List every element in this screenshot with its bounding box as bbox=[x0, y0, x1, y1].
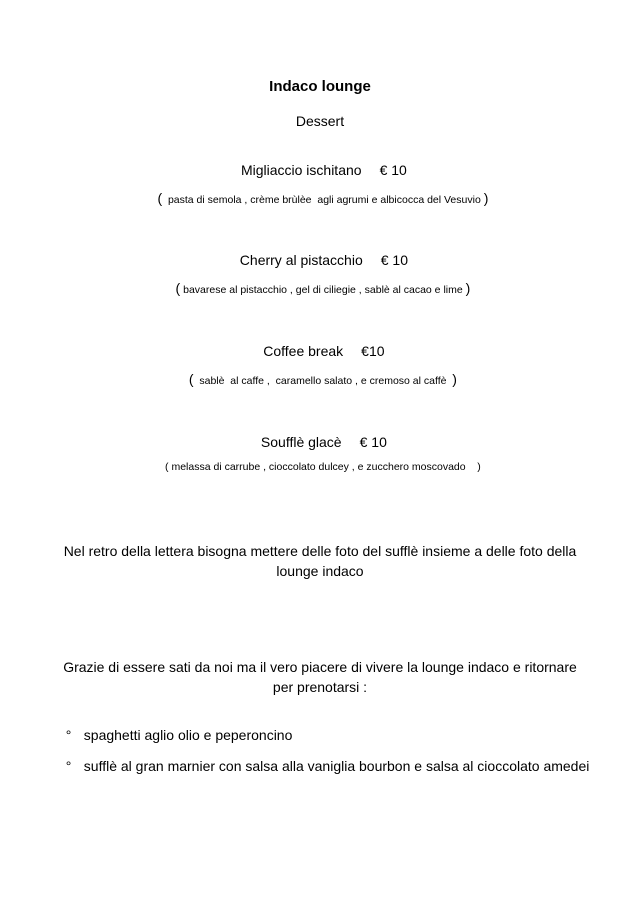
list-item-text: sufflè al gran marnier con salsa alla vaniglia bourbon e salsa al cioccolato amedei bbox=[83, 758, 590, 774]
paren-open: ( bbox=[165, 461, 169, 473]
dish-name: Migliaccio ischitano bbox=[240, 162, 362, 178]
paren-open: ( bbox=[175, 280, 181, 296]
paren-close: ) bbox=[452, 371, 457, 387]
page-title: Indaco lounge bbox=[269, 78, 371, 95]
menu-item-description bbox=[0, 268, 640, 296]
dish-name: Coffee break bbox=[263, 343, 344, 359]
bullet-mark: ° bbox=[65, 758, 72, 774]
dish-price: € 10 bbox=[380, 252, 408, 268]
paren-open: ( bbox=[188, 371, 194, 387]
list-item bbox=[58, 711, 292, 743]
paren-close: ) bbox=[465, 280, 471, 296]
dish-name: Cherry al pistacchio bbox=[239, 252, 363, 268]
dish-price: € 10 bbox=[379, 162, 407, 178]
thanks-note: Grazie di essere sati da noi ma il vero piacere di vivere la lounge indaco e ritornare per prenotarsi : bbox=[63, 659, 577, 695]
menu-item-name bbox=[0, 146, 640, 178]
paren-close: ) bbox=[483, 190, 489, 206]
paren-close: ) bbox=[477, 461, 481, 473]
menu-item-description bbox=[0, 359, 640, 387]
list-item bbox=[58, 742, 589, 774]
dish-price: € 10 bbox=[359, 434, 387, 450]
section-title: Dessert bbox=[295, 113, 345, 129]
dish-description: bavarese al pistacchio , gel di ciliegie , sablè al cacao e lime bbox=[183, 284, 463, 296]
paren-open: ( bbox=[157, 190, 163, 206]
menu-item-name bbox=[0, 236, 640, 268]
list-item-text: spaghetti aglio olio e peperoncino bbox=[83, 727, 293, 743]
menu-item-name bbox=[0, 327, 640, 359]
dish-description: melassa di carrube , cioccolato dulcey , e zucchero moscovado bbox=[171, 461, 466, 473]
dish-description: pasta di semola , crème brùlèe agli agrumi e albicocca del Vesuvio bbox=[167, 194, 481, 206]
dish-description: sablè al caffe , caramello salato , e cremoso al caffè bbox=[199, 375, 447, 387]
menu-item-description bbox=[0, 449, 640, 473]
photo-note: Nel retro della lettera bisogna mettere delle foto del sufflè insieme a delle foto della lounge indaco bbox=[63, 543, 577, 579]
menu-item-name bbox=[0, 418, 640, 450]
dish-price: €10 bbox=[361, 343, 385, 359]
menu-item-description bbox=[0, 178, 640, 206]
dish-name: Soufflè glacè bbox=[260, 434, 342, 450]
bullet-mark: ° bbox=[65, 727, 72, 743]
